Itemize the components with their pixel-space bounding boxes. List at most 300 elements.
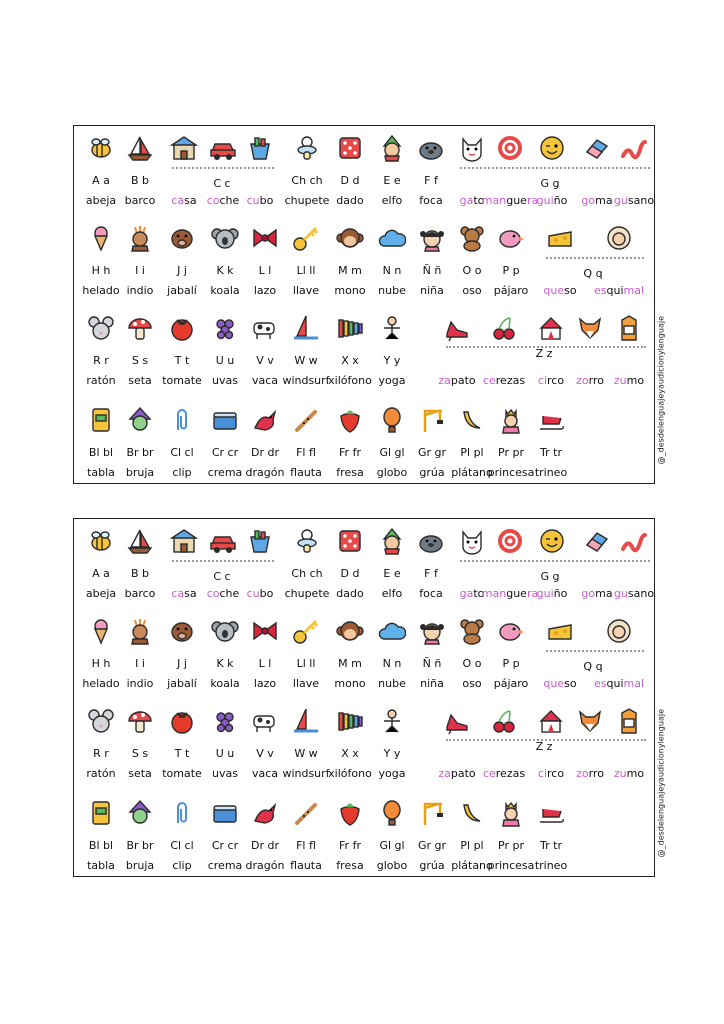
word-part: gue — [506, 194, 527, 207]
letter-label: E e — [383, 174, 401, 187]
word-part: mo — [626, 374, 645, 387]
letter-label: U u — [215, 354, 235, 367]
word-label: foca — [419, 587, 443, 600]
tablet-icon — [87, 799, 115, 827]
word-label — [614, 767, 644, 780]
highlight-syllable: co — [206, 194, 220, 207]
highlight-syllable: ra — [526, 194, 539, 207]
word-label — [538, 374, 564, 387]
letter-label: T t — [174, 747, 190, 760]
word-label: bruja — [125, 466, 155, 479]
hose-icon — [496, 527, 524, 555]
word-label: abeja — [85, 587, 117, 600]
letter-label: Fl fl — [296, 839, 316, 852]
letter-label: Fl fl — [296, 446, 316, 459]
letter-label: Y y — [383, 747, 401, 760]
letter-label: P p — [502, 657, 520, 670]
cherries-icon — [490, 707, 518, 735]
word-label: globo — [376, 466, 408, 479]
word-label: princesa — [487, 859, 535, 872]
highlight-syllable: za — [438, 767, 451, 780]
car-icon — [209, 134, 237, 162]
word-label: chupete — [284, 194, 330, 207]
elf-icon — [378, 134, 406, 162]
word-label: windsurf — [282, 767, 330, 780]
word-label — [171, 194, 196, 207]
cloud-icon — [378, 224, 406, 252]
letter-label: Gl gl — [379, 446, 405, 459]
wink-icon — [538, 527, 566, 555]
highlight-syllable: zo — [576, 767, 589, 780]
eraser-icon — [583, 527, 611, 555]
group-divider — [172, 560, 274, 562]
highlight-syllable: go — [581, 194, 596, 207]
letter-label: Bl bl — [88, 839, 114, 852]
boar-icon — [168, 617, 196, 645]
word-label — [543, 284, 576, 297]
sailboat-icon — [126, 527, 154, 555]
word-label: pájaro — [493, 284, 529, 297]
alphabet-row — [74, 707, 645, 792]
letter-label: P p — [502, 264, 520, 277]
letter-label: S s — [131, 747, 149, 760]
letter-label: Pr pr — [498, 839, 524, 852]
word-part: ño — [553, 194, 568, 207]
girl-icon — [418, 617, 446, 645]
xylophone-icon — [336, 314, 364, 342]
word-label: fresa — [336, 466, 364, 479]
letter-label: O o — [462, 657, 482, 670]
word-label: helado — [82, 284, 120, 297]
word-label — [543, 677, 576, 690]
letter-label: F f — [424, 567, 438, 580]
word-label — [207, 194, 240, 207]
letter-label: Gl gl — [379, 839, 405, 852]
word-label: tabla — [87, 466, 115, 479]
windsurf-icon — [292, 707, 320, 735]
word-label — [207, 587, 240, 600]
cheese-icon — [546, 224, 574, 252]
word-label: crema — [207, 466, 243, 479]
word-label: crema — [207, 859, 243, 872]
word-label: fresa — [336, 859, 364, 872]
alphabet-row — [74, 224, 645, 309]
word-label: flauta — [290, 466, 322, 479]
letter-label: K k — [216, 264, 234, 277]
letter-label: G g — [540, 177, 560, 190]
alphabet-row — [74, 314, 645, 399]
word-label: seta — [128, 767, 152, 780]
highlight-syllable: cu — [246, 587, 260, 600]
highlight-syllable: es — [593, 284, 607, 297]
word-label — [438, 374, 475, 387]
word-label — [460, 194, 485, 207]
word-label: elfo — [381, 587, 403, 600]
highlight-syllable: mal — [623, 284, 645, 297]
word-label — [581, 587, 612, 600]
word-label — [537, 194, 568, 207]
car-icon — [209, 527, 237, 555]
house-icon — [170, 134, 198, 162]
alphabet-row — [74, 799, 634, 884]
word-label: plátano — [451, 859, 493, 872]
highlight-syllable: gui — [536, 587, 554, 600]
word-label — [614, 587, 654, 600]
letter-label: Ch ch — [291, 567, 323, 580]
word-part: to — [473, 194, 485, 207]
word-label: niña — [420, 284, 444, 297]
word-label: tabla — [87, 859, 115, 872]
word-part: bo — [259, 587, 274, 600]
bow-icon — [251, 617, 279, 645]
witch-icon — [126, 799, 154, 827]
highlight-syllable: zu — [613, 767, 627, 780]
house-icon — [170, 527, 198, 555]
bear-icon — [458, 224, 486, 252]
highlight-syllable: gu — [613, 194, 628, 207]
highlight-syllable: za — [438, 374, 451, 387]
word-part: che — [219, 587, 240, 600]
dragon-icon — [251, 799, 279, 827]
word-label: lazo — [253, 677, 277, 690]
word-label — [576, 374, 604, 387]
letter-label: Ñ ñ — [422, 264, 442, 277]
word-label: elfo — [381, 194, 403, 207]
word-label: dado — [336, 587, 364, 600]
letter-label: Dr dr — [251, 446, 279, 459]
koala-icon — [211, 617, 239, 645]
letter-label: A a — [92, 174, 110, 187]
word-label: nube — [378, 284, 406, 297]
bucket-icon — [246, 527, 274, 555]
word-label: llave — [292, 677, 320, 690]
letter-label: E e — [383, 567, 401, 580]
word-part: sa — [184, 587, 197, 600]
word-label: windsurf — [282, 374, 330, 387]
word-label: plátano — [451, 466, 493, 479]
dice-icon — [336, 527, 364, 555]
cloud-icon — [378, 617, 406, 645]
word-label: indio — [126, 677, 154, 690]
grapes-icon — [211, 707, 239, 735]
word-part: ma — [595, 587, 613, 600]
letter-label: Z z — [535, 740, 553, 753]
banana-icon — [458, 406, 486, 434]
watermark-handle: @_desdelenguajeyaudicionylenguaje — [656, 316, 665, 465]
word-label: bruja — [125, 859, 155, 872]
group-divider — [172, 167, 274, 169]
paperclip-icon — [168, 799, 196, 827]
yoga-icon — [378, 314, 406, 342]
word-label: dragón — [245, 859, 285, 872]
flute-icon — [292, 799, 320, 827]
highlight-syllable: ca — [171, 194, 185, 207]
pacifier-icon — [293, 134, 321, 162]
juice-icon — [615, 707, 643, 735]
letter-label: U u — [215, 747, 235, 760]
highlight-syllable: que — [543, 677, 565, 690]
tomato-icon — [168, 707, 196, 735]
eraser-icon — [583, 134, 611, 162]
word-part: ño — [553, 587, 568, 600]
letter-label: X x — [341, 747, 359, 760]
letter-label: Q q — [583, 267, 603, 280]
eskimo-icon — [605, 224, 633, 252]
elf-icon — [378, 527, 406, 555]
word-label: dado — [336, 194, 364, 207]
highlight-syllable: ce — [482, 767, 496, 780]
letter-label: V v — [256, 747, 274, 760]
letter-label: Fr fr — [339, 839, 361, 852]
bow-icon — [251, 224, 279, 252]
letter-label: Gr gr — [417, 839, 447, 852]
highlight-syllable: ca — [171, 587, 185, 600]
word-part: to — [473, 587, 485, 600]
letter-label: W w — [294, 354, 318, 367]
letter-label: W w — [294, 747, 318, 760]
letter-label: Bl bl — [88, 446, 114, 459]
key-icon — [292, 224, 320, 252]
word-part: pato — [450, 374, 476, 387]
fox-icon — [576, 707, 604, 735]
letter-label: Cr cr — [211, 446, 239, 459]
word-label: chupete — [284, 587, 330, 600]
word-part: bo — [259, 194, 274, 207]
letter-label: I i — [135, 657, 145, 670]
word-label: foca — [419, 194, 443, 207]
alphabet-row — [74, 406, 634, 491]
letter-label: D d — [340, 174, 360, 187]
letter-label: Ll ll — [296, 657, 316, 670]
word-part: mo — [626, 767, 645, 780]
letter-label: Cl cl — [170, 839, 194, 852]
letter-label: H h — [91, 657, 111, 670]
word-label: vaca — [251, 767, 279, 780]
highlight-syllable: ga — [459, 194, 474, 207]
bird-icon — [497, 617, 525, 645]
word-label: tomate — [162, 767, 202, 780]
mushroom-icon — [126, 314, 154, 342]
flute-icon — [292, 406, 320, 434]
word-label: ratón — [86, 767, 116, 780]
word-part: qui — [606, 284, 624, 297]
sleigh-icon — [537, 799, 565, 827]
letter-label: M m — [338, 657, 362, 670]
sailboat-icon — [126, 134, 154, 162]
word-part: rro — [588, 374, 604, 387]
highlight-syllable: gui — [536, 194, 554, 207]
highlight-syllable: ra — [526, 587, 539, 600]
word-label — [460, 587, 485, 600]
word-label: clip — [172, 859, 192, 872]
circus-icon — [537, 314, 565, 342]
word-part: ma — [595, 194, 613, 207]
group-divider — [460, 167, 650, 169]
word-label: lazo — [253, 284, 277, 297]
word-label — [483, 374, 525, 387]
letter-label: V v — [256, 354, 274, 367]
banana-icon — [458, 799, 486, 827]
paperclip-icon — [168, 406, 196, 434]
letter-label: F f — [424, 174, 438, 187]
word-label: xilófono — [328, 767, 372, 780]
word-label — [538, 767, 564, 780]
worm-icon — [620, 527, 648, 555]
letter-label: N n — [382, 264, 402, 277]
word-label — [576, 767, 604, 780]
bear-icon — [458, 617, 486, 645]
alphabet-row — [74, 617, 645, 702]
word-label — [594, 284, 644, 297]
word-label: pájaro — [493, 677, 529, 690]
letter-label: R r — [93, 747, 109, 760]
word-label: llave — [292, 284, 320, 297]
word-part: pato — [450, 767, 476, 780]
cherries-icon — [490, 314, 518, 342]
word-label — [581, 194, 612, 207]
letter-label: Pr pr — [498, 446, 524, 459]
cat-icon — [458, 527, 486, 555]
word-part: sa — [184, 194, 197, 207]
letter-label: Gr gr — [417, 446, 447, 459]
letter-label: D d — [340, 567, 360, 580]
highlight-syllable: que — [543, 284, 565, 297]
word-label: clip — [172, 466, 192, 479]
word-label: dragón — [245, 466, 285, 479]
mushroom-icon — [126, 707, 154, 735]
highlight-syllable: go — [581, 587, 596, 600]
letter-label: Pl pl — [460, 839, 484, 852]
word-label: koala — [210, 284, 240, 297]
cat-icon — [458, 134, 486, 162]
letter-label: I i — [135, 264, 145, 277]
word-label: xilófono — [328, 374, 372, 387]
sleigh-icon — [537, 406, 565, 434]
letter-label: Ll ll — [296, 264, 316, 277]
word-label: grúa — [419, 859, 445, 872]
highlight-syllable: man — [481, 194, 507, 207]
word-label — [614, 374, 644, 387]
cow-icon — [251, 314, 279, 342]
word-label: mono — [334, 284, 366, 297]
highlight-syllable: ci — [537, 374, 548, 387]
letter-label: B b — [130, 174, 150, 187]
princess-icon — [497, 799, 525, 827]
alphabet-card-bottom — [73, 518, 665, 877]
native-icon — [126, 224, 154, 252]
word-label: helado — [82, 677, 120, 690]
fox-icon — [576, 314, 604, 342]
seal-icon — [417, 134, 445, 162]
cow-icon — [251, 707, 279, 735]
word-label: oso — [462, 677, 482, 690]
letter-label: Tr tr — [540, 839, 562, 852]
letter-label: O o — [462, 264, 482, 277]
letter-label: B b — [130, 567, 150, 580]
wink-icon — [538, 134, 566, 162]
girl-icon — [418, 224, 446, 252]
worm-icon — [620, 134, 648, 162]
highlight-syllable: gu — [613, 587, 628, 600]
word-label: flauta — [290, 859, 322, 872]
highlight-syllable: co — [206, 587, 220, 600]
group-divider — [460, 560, 650, 562]
word-part: rco — [547, 374, 565, 387]
word-part: rco — [547, 767, 565, 780]
word-label: yoga — [378, 374, 406, 387]
word-label: mono — [334, 677, 366, 690]
witch-icon — [126, 406, 154, 434]
word-label — [438, 767, 475, 780]
word-part: sano — [627, 194, 655, 207]
native-icon — [126, 617, 154, 645]
letter-label: Fr fr — [339, 446, 361, 459]
boar-icon — [168, 224, 196, 252]
word-label: tomate — [162, 374, 202, 387]
monkey-icon — [336, 224, 364, 252]
word-label — [614, 194, 654, 207]
word-label: abeja — [85, 194, 117, 207]
princess-icon — [497, 406, 525, 434]
tablet-icon — [87, 406, 115, 434]
grapes-icon — [211, 314, 239, 342]
word-label — [247, 587, 274, 600]
bee-icon — [87, 134, 115, 162]
word-label: jabalí — [167, 677, 197, 690]
crane-icon — [418, 799, 446, 827]
word-part: so — [564, 677, 577, 690]
letter-label: Br br — [126, 839, 154, 852]
word-label: barco — [124, 587, 156, 600]
word-label: oso — [462, 284, 482, 297]
letter-label: Ch ch — [291, 174, 323, 187]
seal-icon — [417, 527, 445, 555]
word-label — [171, 587, 196, 600]
koala-icon — [211, 224, 239, 252]
tomato-icon — [168, 314, 196, 342]
letter-label: Br br — [126, 446, 154, 459]
cream-icon — [211, 406, 239, 434]
alphabet-row — [74, 527, 655, 612]
letter-label: L l — [258, 657, 272, 670]
word-part: so — [564, 284, 577, 297]
group-divider — [546, 650, 644, 652]
word-label: vaca — [251, 374, 279, 387]
pacifier-icon — [293, 527, 321, 555]
highlight-syllable: zu — [613, 374, 627, 387]
letter-label: Tr tr — [540, 446, 562, 459]
word-label: yoga — [378, 767, 406, 780]
word-part: rezas — [495, 767, 526, 780]
letter-label: G g — [540, 570, 560, 583]
word-part: gue — [506, 587, 527, 600]
word-label: ratón — [86, 374, 116, 387]
alphabet-card-top — [73, 125, 665, 484]
balloon-icon — [378, 799, 406, 827]
windsurf-icon — [292, 314, 320, 342]
cream-icon — [211, 799, 239, 827]
xylophone-icon — [336, 707, 364, 735]
letter-label: N n — [382, 657, 402, 670]
word-label — [594, 677, 644, 690]
balloon-icon — [378, 406, 406, 434]
letter-label: C c — [213, 177, 231, 190]
letter-label: Dr dr — [251, 839, 279, 852]
icecream-icon — [87, 617, 115, 645]
strawberry-icon — [336, 406, 364, 434]
hose-icon — [496, 134, 524, 162]
letter-label: J j — [177, 657, 187, 670]
